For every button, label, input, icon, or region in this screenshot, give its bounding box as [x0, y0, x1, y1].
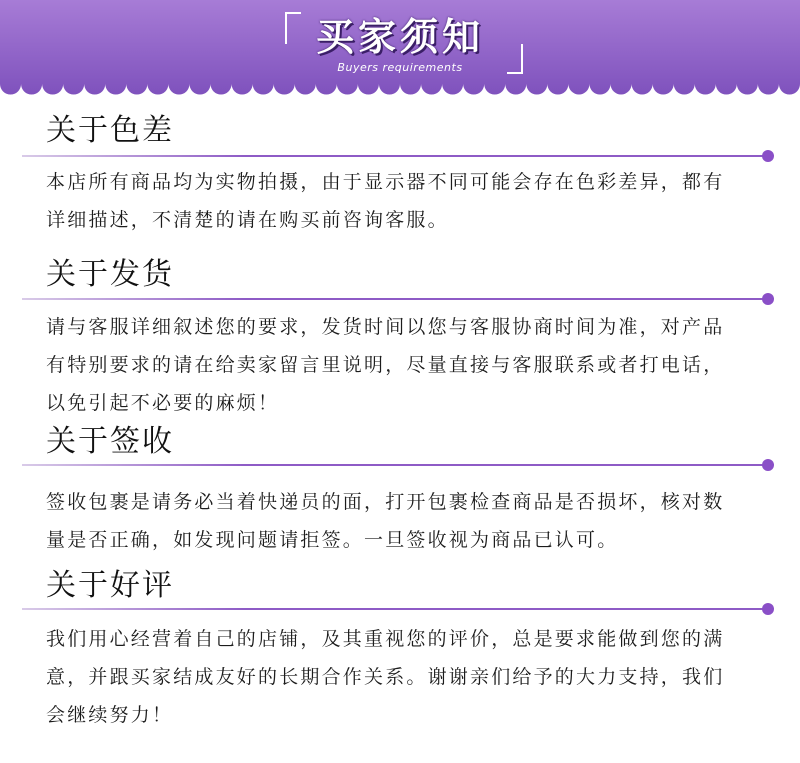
body-line: 量是否正确，如发现问题请拒签。一旦签收视为商品已认可。	[46, 529, 619, 551]
section-body	[46, 620, 766, 734]
section-body	[46, 163, 766, 239]
section-title: 关于发货	[46, 257, 174, 292]
body-line: 请与客服详细叙述您的要求，发货时间以您与客服协商时间为准，对产品	[46, 316, 725, 338]
header-banner	[0, 0, 800, 108]
body-line: 本店所有商品均为实物拍摄，由于显示器不同可能会存在色彩差异，都有	[46, 171, 725, 193]
section-divider	[22, 464, 766, 466]
body-line: 详细描述，不清楚的请在购买前咨询客服。	[46, 209, 449, 231]
section-title: 关于签收	[46, 424, 174, 459]
divider-dot	[762, 603, 774, 615]
page-subtitle: Buyers requirements	[337, 61, 463, 74]
section-title: 关于好评	[46, 568, 174, 603]
section-divider	[22, 608, 766, 610]
divider-dot	[762, 459, 774, 471]
body-line: 会继续努力！	[46, 704, 174, 726]
section-title: 关于色差	[46, 113, 174, 148]
divider-dot	[762, 150, 774, 162]
body-line: 签收包裹是请务必当着快递员的面，打开包裹检查商品是否损坏，核对数	[46, 491, 725, 513]
body-line: 有特别要求的请在给卖家留言里说明，尽量直接与客服联系或者打电话，	[46, 354, 725, 376]
section-body	[46, 308, 766, 422]
section-divider	[22, 155, 766, 157]
section-divider	[22, 298, 766, 300]
section-body	[46, 483, 766, 559]
page-title: 买家须知	[315, 15, 484, 59]
body-line: 意，并跟买家结成友好的长期合作关系。谢谢亲们给予的大力支持，我们	[46, 666, 725, 688]
body-line: 以免引起不必要的麻烦！	[46, 392, 280, 414]
divider-dot	[762, 293, 774, 305]
body-line: 我们用心经营着自己的店铺，及其重视您的评价，总是要求能做到您的满	[46, 628, 725, 650]
